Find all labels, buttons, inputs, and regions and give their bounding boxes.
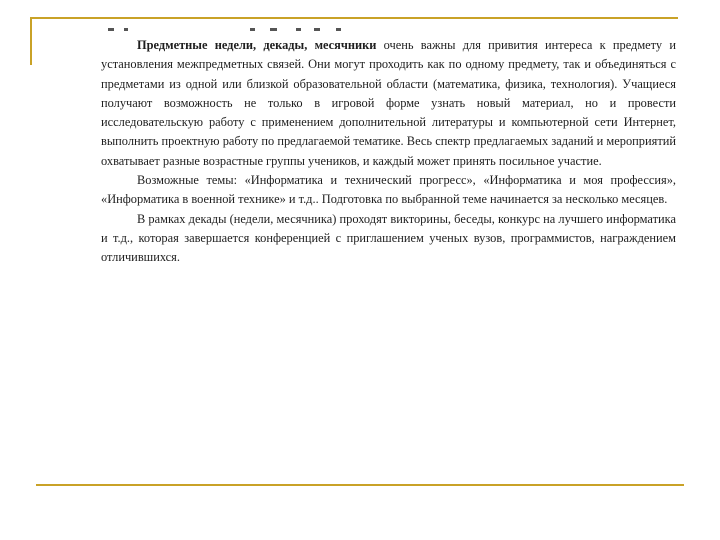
paragraph-text: очень важны для привития интереса к предмету и установления межпредметных связей. Они могут проходить как по одному предмету, так и объединяться с предметами из одной или близкой образовательной области (математика, физика, технология). Учащиеся получают возможность не только в игровой форме узнать новый материал, но и провести исследовательскую работу с применением дополнительной литературы и компьютерной сети Интернет, выполнить проектную работу по предлагаемой тематике. Весь спектр предлагаемых заданий и мероприятий охватывает разные возрастные группы учеников, и каждый может принять посильное участие. [101,38,676,168]
cropped-text-remnant [100,28,350,34]
paragraph-subject-weeks [101,36,676,171]
document-body [101,36,676,268]
paragraph-lead-bold: Предметные недели, декады, месячники [137,38,377,52]
paragraph-possible-topics: Возможные темы: «Информатика и технический прогресс», «Информатика и моя профессия», «Информатика в военной технике» и т.д.. Подготовка по выбранной теме начинается за несколько месяцев. [101,173,676,207]
slide-frame-left-line [30,17,32,65]
paragraph-decade-events: В рамках декады (недели, месячника) проходят викторины, беседы, конкурс на лучшего информатика и т.д., которая завершается конференцией с приглашением ученых вузов, программистов, награждением отличившихся. [101,211,676,265]
slide-frame-top-line [30,17,678,19]
slide-frame-bottom-line [36,484,684,486]
